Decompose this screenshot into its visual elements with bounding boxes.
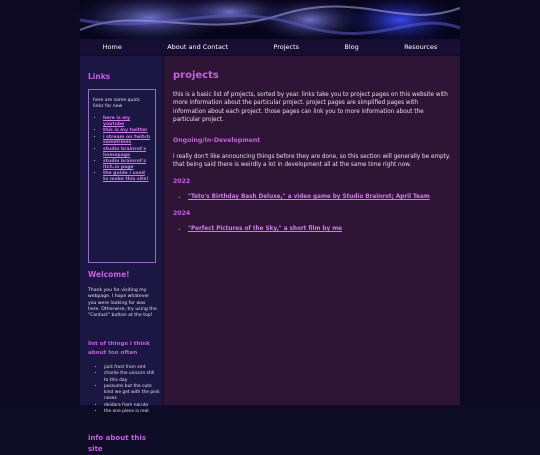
list-item: • charlie the unicorn still to this day bbox=[104, 371, 160, 384]
list-item bbox=[103, 116, 151, 127]
list-item bbox=[188, 226, 342, 232]
header-banner-image bbox=[80, 0, 460, 39]
year-heading-2024: 2024 bbox=[173, 210, 191, 217]
list-item bbox=[103, 147, 151, 158]
list-item: • jack frost from smt bbox=[104, 365, 160, 371]
project-link-tetos-birthday[interactable]: "Teto's Birthday Bash Deluxe," a video game by Studio Brainrot; April Team bbox=[188, 194, 430, 200]
list-item bbox=[103, 128, 151, 134]
list-item: • possums but the cute kind we get with the pink noses bbox=[104, 384, 160, 403]
list-item bbox=[103, 171, 151, 182]
link-site-guide[interactable]: the guide i used to make this site! bbox=[103, 171, 149, 182]
project-list-2024 bbox=[188, 226, 342, 232]
page-title: projects bbox=[173, 70, 219, 81]
project-list-2022 bbox=[188, 194, 430, 200]
ongoing-heading: Ongoing/In-Development bbox=[173, 137, 261, 144]
link-studio-homepage[interactable]: studio brainrot's homepage bbox=[103, 146, 147, 158]
welcome-text: Thank you for visiting my webpage. I hope whatever you were looking for was here. Otherwise, try using the "Contact" button at the top! bbox=[88, 288, 157, 319]
link-twitch[interactable]: i stream on twitch sometimes bbox=[103, 134, 151, 146]
page-margin-left bbox=[0, 0, 80, 405]
top-nav bbox=[80, 39, 460, 55]
link-youtube[interactable]: here is my youtube bbox=[103, 116, 131, 127]
list-item bbox=[188, 194, 430, 200]
list-item: • the one piece is real bbox=[104, 409, 160, 415]
main-content bbox=[164, 56, 460, 405]
project-link-perfect-pictures[interactable]: "Perfect Pictures of the Sky," a short film by me bbox=[188, 226, 342, 232]
welcome-heading: Welcome! bbox=[88, 270, 130, 279]
link-studio-itchio[interactable]: studio brainrot's itch.io page bbox=[103, 159, 147, 170]
year-heading-2022: 2022 bbox=[173, 178, 191, 185]
things-heading: list of things i think about too often bbox=[88, 341, 150, 356]
links-list bbox=[93, 116, 151, 183]
things-list bbox=[98, 365, 160, 415]
nav-resources[interactable]: Resources bbox=[404, 43, 438, 51]
links-intro: here are some quick links for now bbox=[93, 98, 140, 109]
list-item bbox=[103, 159, 151, 170]
intro-paragraph: this is a basic list of projects, sorted by year. links take you to project pages on this website with more information about the particular project. project pages are simplified pages with information about each project. those pages can link you to more information about the particular project. bbox=[173, 92, 448, 124]
link-twitter[interactable]: this is my twitter bbox=[103, 128, 148, 134]
links-heading: Links bbox=[88, 72, 111, 81]
info-heading: info about this site bbox=[88, 434, 146, 453]
sidebar bbox=[80, 56, 163, 453]
ongoing-paragraph: i really don't like announcing things before they are done, so this section will generally be empty. that being said there is weirdly a lot in development all at the same time right now. bbox=[173, 154, 451, 169]
page-margin-right bbox=[460, 0, 540, 405]
nav-blog[interactable]: Blog bbox=[344, 43, 359, 51]
list-item bbox=[103, 135, 151, 146]
nav-about-contact[interactable]: About and Contact bbox=[167, 43, 229, 51]
list-item: • deidara from naruto bbox=[104, 403, 160, 409]
page-container bbox=[80, 0, 460, 453]
nav-home[interactable]: Home bbox=[102, 43, 122, 51]
nav-projects[interactable]: Projects bbox=[273, 43, 300, 51]
links-box bbox=[88, 89, 156, 263]
